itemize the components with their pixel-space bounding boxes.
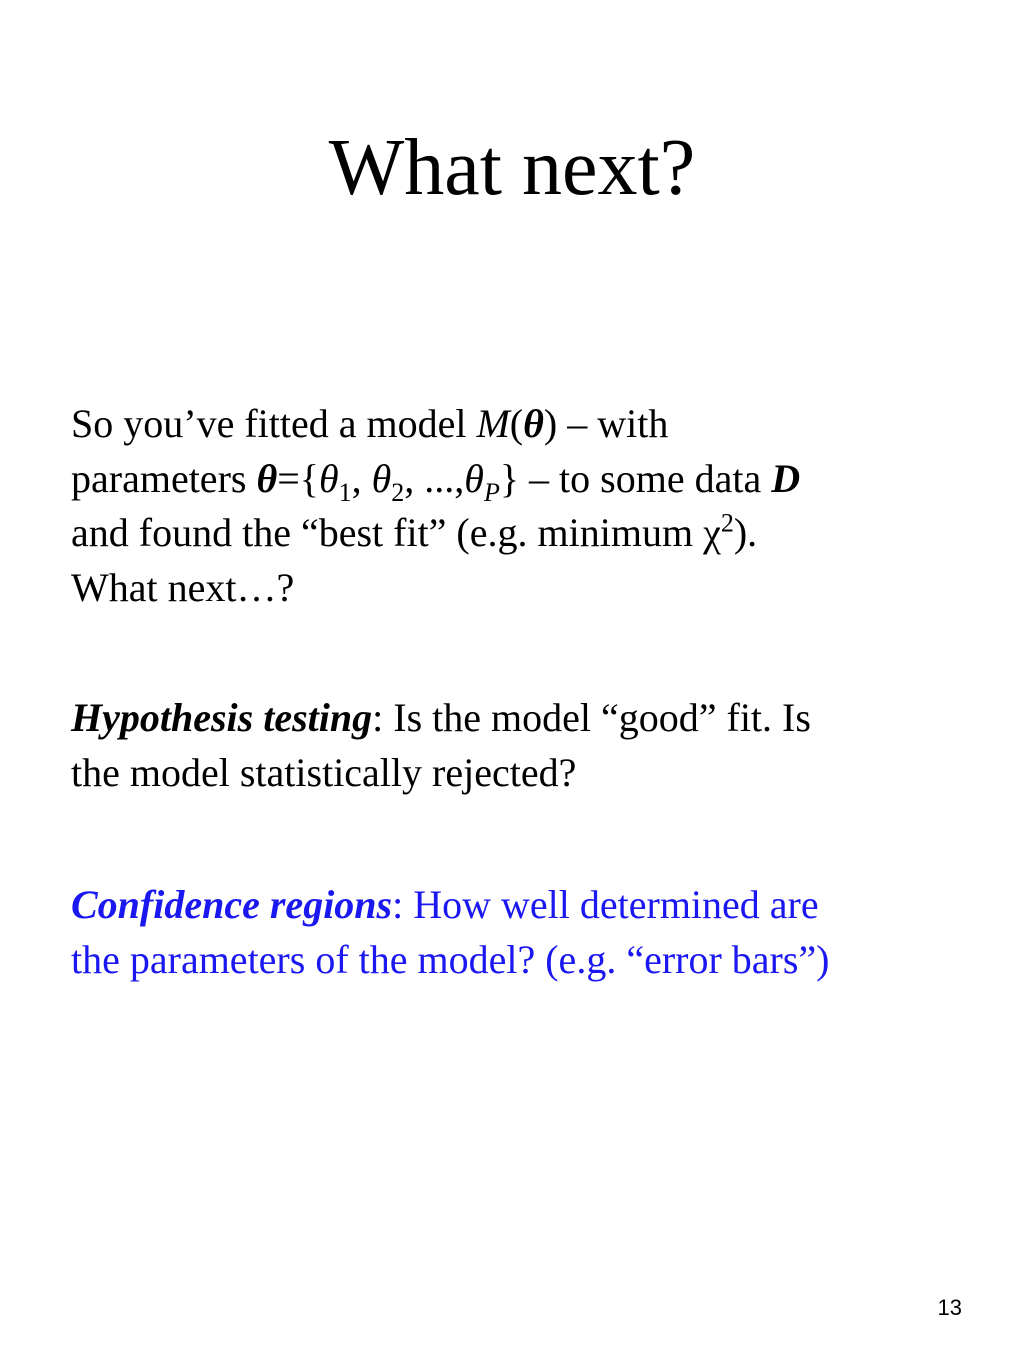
confidence-term: Confidence regions [71,882,393,927]
best-fit-end: ). [733,510,758,555]
paren-open: ( [509,401,524,446]
model-symbol: M [476,401,510,446]
confidence-line-1 [71,878,951,933]
intro-line-2 [71,452,951,507]
hypothesis-term: Hypothesis testing [71,695,373,740]
intro-text: So you’ve fitted a model [71,401,477,446]
parameters-text: parameters [71,455,257,501]
confidence-line-2: the parameters of the model? (e.g. “error bars”) [71,936,830,982]
theta-vector: θ [523,401,544,446]
hypothesis-line-2: the model statistically rejected? [71,749,577,795]
intro-text-2: ) – with [543,401,669,446]
subscript-2: 2 [391,477,405,507]
theta-p: θ [464,455,484,501]
chi-squared-exponent: 2 [720,508,734,538]
hypothesis-text: : Is the model “good” fit. Is [372,695,811,740]
hypothesis-line-1 [71,691,951,746]
confidence-paragraph [71,878,951,987]
comma-1: , [351,455,372,501]
theta-2: θ [371,455,392,501]
confidence-text: : How well determined are [392,882,819,927]
data-symbol: D [771,455,801,501]
theta-1: θ [318,455,339,501]
hypothesis-paragraph [71,691,951,800]
intro-line-1 [71,397,951,452]
subscript-1: 1 [338,477,352,507]
subscript-p: P [483,477,500,507]
intro-paragraph [71,397,951,615]
slide-title: What next? [328,124,696,212]
theta-vector-2: θ [256,455,278,501]
best-fit-text: and found the “best fit” (e.g. minimum χ [71,510,721,555]
ellipsis: , ..., [404,455,465,501]
data-text: } – to some data [499,455,772,501]
equals-brace: ={ [277,455,319,501]
page-number: 13 [937,1295,962,1320]
intro-line-3 [71,506,951,561]
intro-line-4: What next…? [71,564,295,610]
